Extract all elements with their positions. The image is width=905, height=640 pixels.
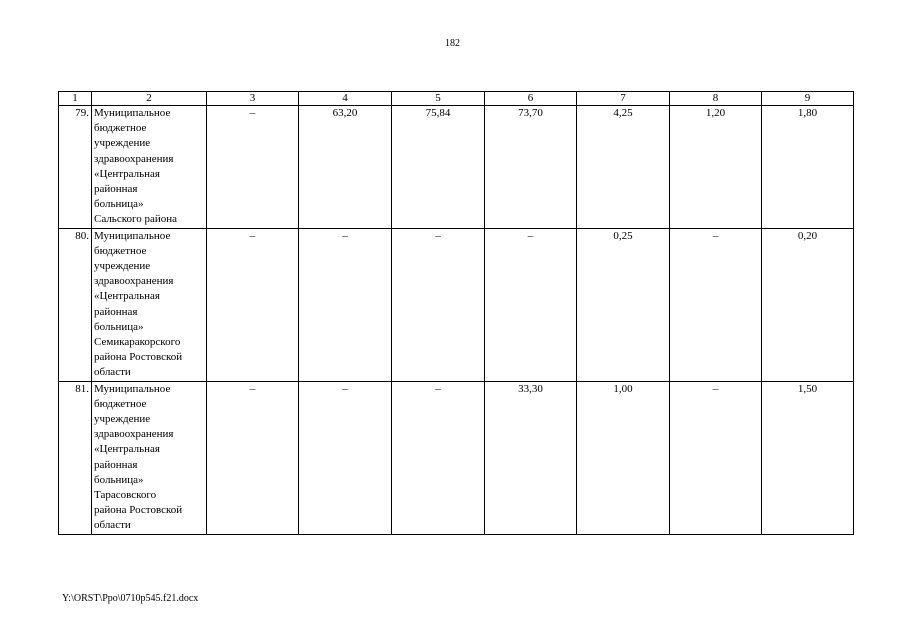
name-line: области (94, 366, 131, 379)
name-line: бюджетное (94, 244, 147, 257)
name-line: Муниципальное (94, 107, 171, 119)
cell-col-5: 75,84 (392, 106, 485, 229)
column-header: 1 (59, 92, 92, 106)
column-header: 9 (762, 92, 854, 106)
row-number: 79. (59, 106, 92, 229)
table-row (59, 106, 854, 229)
cell-col-9: 1,50 (762, 381, 854, 534)
cell-col-9: 1,80 (762, 106, 854, 229)
table-row (59, 228, 854, 381)
cell-col-3: – (207, 381, 299, 534)
name-line: учреждение (94, 413, 151, 426)
name-line: района Ростовской (94, 504, 183, 517)
cell-col-8: – (670, 381, 762, 534)
name-line: районная (94, 183, 138, 196)
column-header: 7 (577, 92, 670, 106)
cell-col-9: 0,20 (762, 228, 854, 381)
name-line: учреждение (94, 260, 151, 273)
cell-col-6: 33,30 (485, 381, 577, 534)
column-header: 5 (392, 92, 485, 106)
name-line: «Центральная (94, 443, 160, 456)
table-row (59, 381, 854, 534)
name-line: бюджетное (94, 122, 147, 135)
cell-col-8: 1,20 (670, 106, 762, 229)
name-line: Муниципальное (94, 382, 171, 395)
cell-col-5: – (392, 381, 485, 534)
name-line: Сальского района (94, 213, 178, 226)
name-line: Семикаракорского (94, 336, 181, 349)
name-line: районная (94, 305, 138, 318)
cell-col-8: – (670, 228, 762, 381)
cell-col-3: – (207, 106, 299, 229)
file-path-footer: Y:\ORST\Ppo\0710p545.f21.docx (62, 593, 199, 604)
page-number: 182 (445, 38, 460, 49)
header-row (59, 92, 854, 106)
institution-name (92, 106, 207, 229)
cell-col-4: 63,20 (299, 106, 392, 229)
cell-col-5: – (392, 228, 485, 381)
name-line: здравоохранения (94, 275, 174, 288)
name-line: учреждение (94, 137, 151, 150)
name-line: районная (94, 458, 138, 471)
column-header: 8 (670, 92, 762, 106)
cell-col-7: 0,25 (577, 228, 670, 381)
name-line: больница» (94, 198, 144, 211)
column-header: 6 (485, 92, 577, 106)
column-header: 2 (92, 92, 207, 106)
name-line: «Центральная (94, 167, 160, 180)
name-line: больница» (94, 473, 144, 486)
cell-col-7: 1,00 (577, 381, 670, 534)
name-line: Муниципальное (94, 229, 171, 242)
name-line: здравоохранения (94, 152, 174, 165)
row-number: 81. (59, 381, 92, 534)
cell-col-6: – (485, 228, 577, 381)
name-line: области (94, 519, 131, 532)
name-line: здравоохранения (94, 428, 174, 441)
cell-col-4: – (299, 381, 392, 534)
institution-name (92, 381, 207, 534)
name-line: бюджетное (94, 397, 147, 410)
cell-col-4: – (299, 228, 392, 381)
cell-col-7: 4,25 (577, 106, 670, 229)
row-number: 80. (59, 228, 92, 381)
name-line: района Ростовской (94, 351, 183, 364)
cell-col-3: – (207, 228, 299, 381)
name-line: Тарасовского (94, 489, 157, 502)
name-line: «Центральная (94, 290, 160, 303)
institution-name (92, 228, 207, 381)
name-line: больница» (94, 320, 144, 333)
cell-col-6: 73,70 (485, 106, 577, 229)
column-header: 3 (207, 92, 299, 106)
column-header: 4 (299, 92, 392, 106)
data-table (58, 91, 854, 535)
